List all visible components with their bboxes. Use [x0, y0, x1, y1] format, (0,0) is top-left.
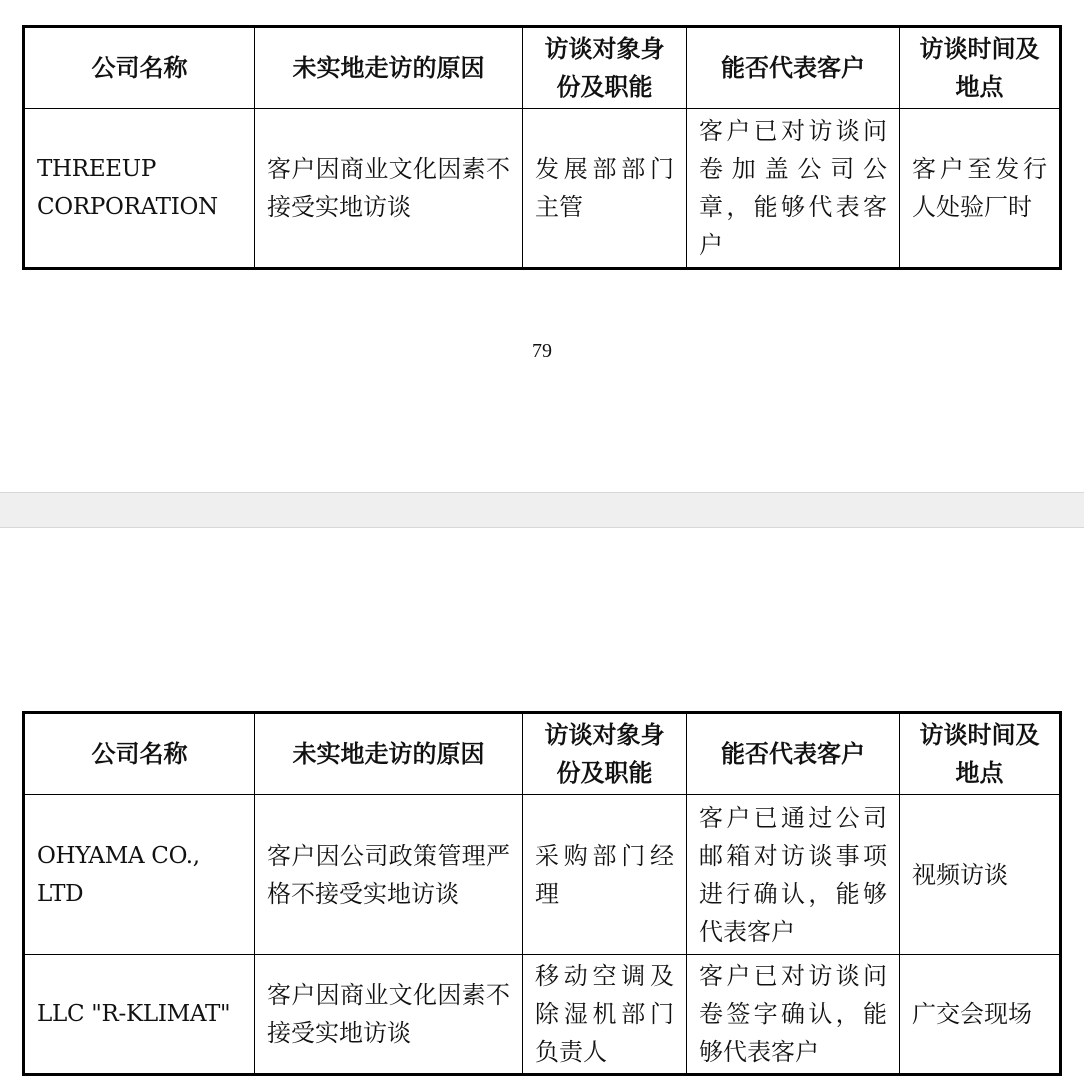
header-interviewee-role: 访谈对象身份及职能	[523, 713, 687, 795]
cell-interview-time-place: 客户至发行人处验厂时	[900, 109, 1061, 269]
cell-represents-customer: 客户已对访谈问卷签字确认，能够代表客户	[687, 955, 900, 1075]
table-row	[24, 955, 1061, 1075]
table-row	[24, 109, 1061, 269]
cell-interviewee-role: 发展部部门主管	[523, 109, 687, 269]
cell-interviewee-role: 移动空调及除湿机部门负责人	[523, 955, 687, 1075]
cell-company-name: LLC "R-KLIMAT"	[24, 955, 255, 1075]
header-reason: 未实地走访的原因	[255, 713, 523, 795]
cell-company-name: THREEUP CORPORATION	[24, 109, 255, 269]
header-interview-time-place: 访谈时间及地点	[900, 713, 1061, 795]
cell-represents-customer: 客户已通过公司邮箱对访谈事项进行确认，能够代表客户	[687, 795, 900, 955]
cell-reason: 客户因商业文化因素不接受实地访谈	[255, 955, 523, 1075]
cell-company-name: OHYAMA CO., LTD	[24, 795, 255, 955]
page-top	[0, 0, 1084, 492]
cell-interviewee-role: 采购部门经理	[523, 795, 687, 955]
cell-interview-time-place: 视频访谈	[900, 795, 1061, 955]
header-reason: 未实地走访的原因	[255, 27, 523, 109]
header-interview-time-place: 访谈时间及地点	[900, 27, 1061, 109]
header-company-name: 公司名称	[24, 27, 255, 109]
page-number: 79	[532, 340, 552, 362]
header-company-name: 公司名称	[24, 713, 255, 795]
page-separator	[0, 492, 1084, 528]
cell-interview-time-place: 广交会现场	[900, 955, 1061, 1075]
interview-table-1	[22, 25, 1062, 270]
cell-reason: 客户因公司政策管理严格不接受实地访谈	[255, 795, 523, 955]
table-row	[24, 795, 1061, 955]
cell-represents-customer: 客户已对访谈问卷加盖公司公章，能够代表客户	[687, 109, 900, 269]
table-header-row	[24, 713, 1061, 795]
header-represents-customer: 能否代表客户	[687, 713, 900, 795]
interview-table-2	[22, 711, 1062, 1076]
header-interviewee-role: 访谈对象身份及职能	[523, 27, 687, 109]
cell-reason: 客户因商业文化因素不接受实地访谈	[255, 109, 523, 269]
table-header-row	[24, 27, 1061, 109]
header-represents-customer: 能否代表客户	[687, 27, 900, 109]
